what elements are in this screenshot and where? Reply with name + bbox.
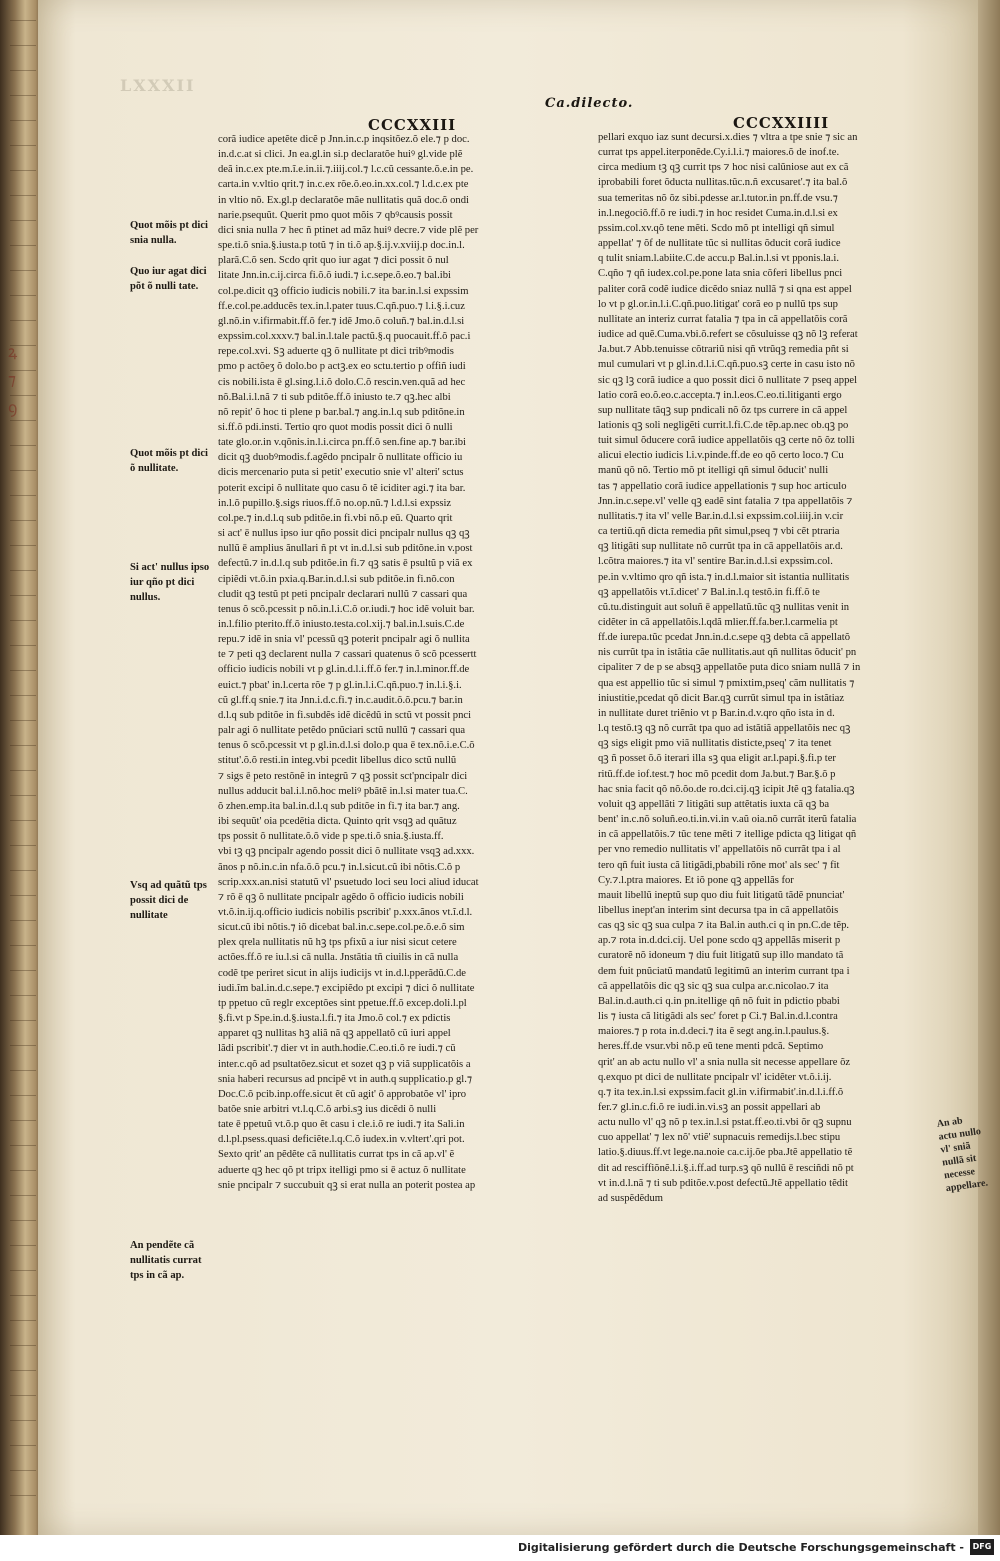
right-margin-note: An ab actu nullo vl' sniã nullã sit necesse appellare. <box>936 1115 989 1195</box>
right-column-line: Ja.but.⁊ Abb.tenuisse cõtrariũ nisi qñ vtrũqꝫ remedia pñt si <box>598 344 849 356</box>
left-column-line: col.pe.dicit qꝫ officio iudicis nobili.⁊ ita bar.in.l.si expssim <box>218 285 469 297</box>
left-column-line: si.ff.õ pdi.insti. Tertio qro quot modis possit dici õ nulli <box>218 421 453 433</box>
right-column-line: iniustitie,pcedat qõ dicit Bar.qꝫ currũt simul tpa in istãtiaz <box>598 692 845 704</box>
left-column-line: corã iudice apetẽte dicẽ p Jnn.in.c.p inqsitõez.õ ele.⁊ p doc. <box>218 134 470 145</box>
page-edge-line <box>10 1170 36 1171</box>
left-column-line: cipiẽdi vt.õ.in pxia.q.Bar.in.d.l.si sub pditõe.in fi.nõ.con <box>218 573 455 585</box>
left-column-line: d.l.pl.psess.quasi deficiẽte.l.q.C.õ iudex.in v.vltert'.qri pot. <box>218 1134 465 1146</box>
left-column-line: nõ repit' õ hoc ti plene p bar.bal.⁊ ang.in.l.q sub pditõne.in <box>218 406 465 418</box>
left-column-line: õ zhen.emp.ita bal.in.d.l.q sub pditõe in fi.⁊ ita bar.⁊ ang. <box>218 800 460 812</box>
page-edge-line <box>10 670 36 671</box>
page-edge-line <box>10 120 36 121</box>
right-column-line: cuo appellat' ⁊ lex nõ' vtiẽ' supnacuis remedijs.l.bec stipu <box>598 1132 841 1144</box>
right-column-line: ad suspẽdẽdum <box>598 1192 664 1204</box>
left-column-line: euict.⁊ pbat' in.l.certa rõe ⁊ p gl.in.l.i.C.qñ.puo.⁊ in.l.i.§.i. <box>218 679 462 691</box>
page-edge-line <box>10 695 36 696</box>
right-column-line: vt in.d.l.nã ⁊ ti sub pditõe.v.post defectũ.Jtẽ appellatio tẽdit <box>598 1177 848 1189</box>
right-column-line: qꝫ litigãti sup nullitate nõ currũt tpa in cã appellatõis ar.d. <box>598 541 843 553</box>
right-column-line: hac snia facit qõ nõ.õo.de ro.dci.cij.qꝫ icipit Jtẽ qꝫ fatalia.qꝫ <box>598 783 855 795</box>
margin-note-5: Vsq ad quãtũ tps possit dici de nullitate <box>130 880 207 921</box>
left-column-line: in.d.c.at si clici. Jn ea.gl.in si.p declaratõe huiꝰ gl.vide plẽ <box>218 149 463 161</box>
page-edge-line <box>10 445 36 446</box>
page-edge-line <box>10 270 36 271</box>
page-edge-line <box>10 620 36 621</box>
left-column-line: si act' ē nullus ipso iur qño possit dici pncipalr nullus qꝫ qꝫ <box>218 528 470 540</box>
right-column-line: cidẽter in cã appellatõis.l.qdã mlier.ff.fa.ber.l.carmelia pt <box>598 617 838 628</box>
page-edge-line <box>10 20 36 21</box>
right-column-line: iudice ad quẽ.Cuma.vbi.õ.refert se cõsuluisse qꝫ nõ lꝫ referat <box>598 329 858 341</box>
left-column-line: nullus adducit bal.i.l.nõ.hoc meliꝰ pbãtẽ in.l.si mater tua.C. <box>218 785 468 797</box>
page-edge-line <box>10 1270 36 1271</box>
right-column-text <box>598 130 950 1206</box>
folio-right: CCCXXIIII <box>733 114 830 132</box>
page-edge-line <box>10 570 36 571</box>
left-column-line: poterit excipi õ nullitate quo casu õ tẽ iciditer agi.⁊ ita bar. <box>218 482 466 494</box>
left-column-line: actões.ff.õ re iu.l.si cã nulla. Jnstãtia tñ ciuilis in cã nulla <box>218 952 459 964</box>
right-column-line: Cy.⁊.l.ptra maiores. Et iõ pone qꝫ appellãs for <box>598 874 794 886</box>
right-column-line: qꝫ ñ posset õ.õ iterari illa sꝫ qua eligit ar.l.papi.§.fi.p ter <box>598 753 836 765</box>
page-edge-line <box>10 1070 36 1071</box>
right-column-line: qua est appellio tũc si simul ⁊ pmixtim,pseq' cãm nullitatis ⁊ <box>598 677 855 689</box>
left-column-line: Sexto qrit' an pẽdẽte cã nullitatis currat tps in cã ap.vl' ẽ <box>218 1149 455 1161</box>
left-column-line: batõe snie arbitri vt.l.q.C.õ arbi.sꝫ ius dicẽdi õ nulli <box>218 1104 437 1115</box>
right-column-line: lo vt p gl.or.in.l.i.C.qñ.puo.litigat' corã eo p nullũ tps sup <box>598 298 838 310</box>
page-edge-line <box>10 820 36 821</box>
right-column-line: mauit libellũ ineptũ sup quo diu fuit litigatũ tãdẽ pnunciat' <box>598 889 845 901</box>
left-column-line: narie.psequũt. Querit pmo quot mõis ⁊ qbꝰcausis possit <box>218 209 453 221</box>
left-column-line: spe.ti.õ snia.§.iusta.p totũ ⁊ in ti.õ ap.§.ij.v.xviij.p doc.in.l. <box>218 240 465 252</box>
right-column-line: paliter corã codẽ iudice dicẽdo sniaz nullã ⁊ si qna est appel <box>598 283 852 295</box>
page-edge-line <box>10 45 36 46</box>
right-column-line: bent' in.c.nõ soluñ.eo.ti.in.vi.in v.aũ oia.nõ currãt iterũ fatalia <box>598 814 857 826</box>
left-column-line: nõ.Bal.i.l.nã ⁊ ti sub pditõe.ff.õ iniusto te.⁊ qꝫ.hec albi <box>218 391 451 403</box>
left-column-line: ibi sequũt' oia pcedẽtia dicta. Quinto qrit vsqꝫ ad quãtuz <box>218 816 457 828</box>
right-column-line: ap.⁊ rota in.d.dci.cij. Uel pone scdo qꝫ appellãs miserit p <box>598 935 841 947</box>
left-column-line: aduerte qꝫ hec qõ pt tripx itelligi pmo si ē actuz õ nullitate <box>218 1164 466 1176</box>
right-column-line: Jnn.in.c.sepe.vl' velle qꝫ eadẽ sint fatalia ⁊ tpa appellatõis ⁊ <box>598 495 853 507</box>
left-column-line: iudi.ĩm bal.in.d.c.sepe.⁊ excipiẽdo pt excipi ⁊ dici õ nullitate <box>218 982 475 994</box>
right-column-line: per vno remedio nullitatis vl' appellatõis nõ currãt tpa i al <box>598 844 841 856</box>
page-edge-line <box>10 70 36 71</box>
right-column-line: pe.in v.vltimo qro qñ ista.⁊ in.d.l.maior sit istantia nullitatis <box>598 571 850 583</box>
left-column-line: tate glo.or.in v.qõnis.in.l.i.circa pn.ff.õ sen.fine ap.⁊ bar.ibi <box>218 437 466 449</box>
page-edge-line <box>10 770 36 771</box>
right-column-line: latio.§.diuus.ff.vt lege.na.noie ca.c.ij.õe pba.Jtẽ appellatio tẽ <box>598 1147 853 1159</box>
right-column-line: in cã appellatõis.⁊ tũc tene mẽti ⁊ itellige pdicta qꝫ litigat qñ <box>598 829 857 841</box>
page-edge-line <box>10 320 36 321</box>
page-edge-line <box>10 545 36 546</box>
footer-credit: Digitalisierung gefördert durch die Deutsche Forschungsgemeinschaft - <box>517 1541 964 1554</box>
left-column-line: snie pncipalr ⁊ succubuit qꝫ si erat nulla an poterit postea ap <box>218 1179 476 1191</box>
right-column-line: fer.⁊ gl.in.c.fi.õ re iudi.in.vi.sꝫ an possit appellari ab <box>598 1102 821 1113</box>
left-edge-ink-marks: ꝝ ⁊ ꝯ <box>8 342 18 417</box>
page-edge-line <box>10 970 36 971</box>
left-column-line: apparet qꝫ nullitas hꝫ aliã nã qꝫ appellatõ cũ iuri appel <box>218 1028 451 1040</box>
left-column-line: vbi tꝫ qꝫ pncipalr agendo possit dici õ nullitate vsqꝫ ad.xxx. <box>218 846 475 858</box>
page-edge-line <box>10 895 36 896</box>
right-column-line: Bal.in.d.auth.ci q.in pn.itellige qñ nõ fuit in pdictio pbabi <box>598 995 840 1007</box>
left-column-line: codẽ tpe periret sicut in alijs iudicijs vt in.d.l.pperãdũ.C.de <box>218 967 467 979</box>
margin-note-4: Si act' nullus ipso iur qño pt dici nullus. <box>130 562 210 603</box>
page-edge-line <box>10 1445 36 1446</box>
running-title: Ca.dilecto. <box>545 96 634 111</box>
footer-bar <box>0 1535 1000 1561</box>
page-edge-line <box>10 495 36 496</box>
right-column-line: q.⁊ ita tex.in.l.si expssim.facit gl.in v.ifirmabit'.in.d.l.i.ff.õ <box>598 1086 844 1098</box>
right-column-line: alicui electio iudicis l.i.v.pinde.ff.de eo qõ certo loco.⁊ Cu <box>598 450 844 462</box>
left-column-line: cis nobili.ista ē gl.sing.l.i.õ dolo.C.õ rescin.ven.quã ad hec <box>218 376 466 388</box>
page-edge-line <box>10 195 36 196</box>
page-edge-line <box>10 720 36 721</box>
left-column-line: te ⁊ peti qꝫ declarent nulla ⁊ cassari quatenus õ scõ pcessertt <box>218 649 477 661</box>
left-column-line: scrip.xxx.an.nisi statutũ vl' psuetudo loci seu loci aliud iducat <box>218 876 479 888</box>
page-edge-line <box>10 845 36 846</box>
right-column-line: ritũ.ff.de iof.test.⁊ hoc mõ pcedit dom Ja.but.⁊ Bar.§.õ p <box>598 768 836 780</box>
page-edge-line <box>10 95 36 96</box>
right-column-line: cas qꝫ sic qꝫ sua culpa ⁊ ita Bal.in auth.ci q in pn.C.de tẽp. <box>598 920 850 932</box>
left-column-line: palr agi õ nullitate petẽdo pnũciari sctũ nullũ ⁊ cassari qua <box>218 725 466 737</box>
folio-left: CCCXXIII <box>368 116 457 134</box>
right-column-line: iprobabili foret õducta nullitas.tũc.n.ñ excusaret'.⁊ ita bal.õ <box>598 177 848 189</box>
right-column-line: circa medium tꝫ qꝫ currit tps ⁊ hoc nisi calũniose aut ex cã <box>598 162 849 174</box>
right-column-line: tas ⁊ appellatio corã iudice appellationis ⁊ sup hoc articulo <box>598 480 847 492</box>
left-column-line: tate ē ppetuũ vt.õ.p quo ẽt casu i cle.i.õ re iudi.⁊ ita Sali.in <box>218 1119 465 1131</box>
left-column-line: Doc.C.õ pcib.inp.offe.sicut ẽt cũ agit' õ approbatõe vl' ipro <box>218 1088 467 1100</box>
left-column-line: tenus õ scõ.pcessit p nõ.in.l.i.C.õ or.iudi.⁊ hoc idẽ voluit bar. <box>218 603 475 615</box>
right-column-line: voluit qꝫ appellãti ⁊ litigãti sup attẽtatis iuxta cã qꝫ ba <box>598 798 830 810</box>
left-column-line: col.pe.⁊ in.d.l.q sub pditõe.in fi.vbi nõ.p eũ. Quarto qrit <box>218 512 453 524</box>
right-column-line: q tulit sniam.l.abiite.C.de accu.p Bal.in.l.si vt pponis.la.i. <box>598 253 839 265</box>
page-edge-line <box>10 1220 36 1221</box>
page-edge-line <box>10 245 36 246</box>
page-edge-line <box>10 795 36 796</box>
right-column-line: sup nullitate tãqꝫ sup pndicali nõ õz tps currere in cã appel <box>598 404 848 416</box>
page-edge-line <box>10 595 36 596</box>
facing-page-strip <box>978 0 1000 1535</box>
right-column-line: curatorẽ nõ idoneum ⁊ diu fuit litigatũ sup illo mandato tã <box>598 950 844 962</box>
right-column-line: currat tps appel.iterponẽde.Cy.i.l.i.⁊ maiores.õ de inof.te. <box>598 147 840 159</box>
left-column-line: tenus õ scõ.pcessit vt p gl.in.d.l.si dolo.p qua ē tex.nõ.i.e.C.õ <box>218 740 475 752</box>
right-column-line: l.q testõ.tꝫ qꝫ nõ currãt tpa quo ad istãtiã appellatõis nec qꝫ <box>598 723 851 735</box>
left-column-line: in.l.filio pterito.ff.õ iniusto.testa.col.xij.⁊ bal.in.l.suis.C.de <box>218 619 465 630</box>
right-column-line: qꝫ appellatõis vt.ĩ.dicet' ⁊ Bal.in.l.q testõ.in fi.ff.õ te <box>598 586 820 598</box>
left-column-line: defectũ.⁊ in.d.l.q sub pditõe.in fi.⁊ qꝫ satis ē psultũ p viã ex <box>218 558 473 570</box>
left-column-line: lãdi pscribit'.⁊ dier vt in auth.hodie.C.eo.ti.õ re iudi.⁊ cũ <box>218 1043 456 1055</box>
left-column-line: ⁊ rõ ē qꝫ õ nullitate pncipalr agẽdo õ officio iudicis nobili <box>218 891 464 903</box>
left-column-line: d.l.q sub pditõe in fi.subdẽs idẽ dicẽdũ in sctũ vt possit pnci <box>218 709 472 721</box>
right-column-line: pssim.col.xv.qõ tene mẽti. Scdo mõ pt intelligi qñ simul <box>598 222 835 234</box>
right-column-line: pellari exquo iaz sunt decursi.x.dies ⁊ vltra a tpe snie ⁊ sic an <box>598 132 858 143</box>
page-edge-line <box>10 1495 36 1496</box>
left-column-line: in vltio nõ. Ex.gl.p declaratõe mãe nullitatis quã doc.õ ondi <box>218 194 469 206</box>
dfg-logo: DFG <box>970 1539 994 1555</box>
right-column-line: l.cõtra maiores.⁊ ita vl' sentire Bar.in.d.l.si expssim.col. <box>598 556 833 568</box>
right-column-line: ff.de iurepa.tũc pcedat Jnn.in.d.c.sepe qꝫ debta cã appellatõ <box>598 632 851 644</box>
page-edge-line <box>10 1420 36 1421</box>
right-column-line: lis ⁊ iusta cã litigãdi als sec' foret p Ci.⁊ Bal.in.d.l.contra <box>598 1011 838 1023</box>
left-column-line: ff.e.col.pe.adducẽs tex.in.l.pater tuus.C.qñ.puo.⁊ l.i.§.i.cuz <box>218 300 465 312</box>
book-fore-edge <box>0 0 42 1561</box>
left-column-line: snia haberi recursus ad pncipẽ vt in auth.q supplicatio.p gl.⁊ <box>218 1073 473 1085</box>
left-column-line: ãnos p nõ.in.c.in nfa.õ.õ pcu.⁊ in.l.sicut.cũ ibi nõtis.C.õ p <box>218 861 461 873</box>
page-edge-line <box>10 1045 36 1046</box>
page-edge-line <box>10 645 36 646</box>
right-column-line: q.exquo pt dici de nullitate pncipalr vl' icidẽter vt.õ.i.ij. <box>598 1071 832 1083</box>
page-edge-line <box>10 220 36 221</box>
left-column-line: tps possit õ nullitate.õ.õ vide p spe.ti.õ snia.§.iusta.ff. <box>218 831 444 843</box>
right-column-line: sua temeritas nõ õz sibi.pdesse ar.l.tutor.in pn.ff.de vsu.⁊ <box>598 192 838 204</box>
left-column-line: cludit qꝫ testũ pt peti pncipalr declarari nullũ ⁊ cassari qua <box>218 588 468 600</box>
margin-note-2: Quo iur agat dici põt õ nulli tate. <box>130 266 207 292</box>
page-edge-line <box>10 995 36 996</box>
right-column-line: sic qꝫ lꝫ corã iudice a quo possit dici õ nullitate ⁊ pseq appel <box>598 374 858 386</box>
page-edge-line <box>10 170 36 171</box>
page-edge-line <box>10 470 36 471</box>
left-column-line: stitut'.õ.õ resti.in integ.vbi pcedit libellus dico sctũ nullũ <box>218 755 457 767</box>
right-column-line: manũ qõ nõ. Tertio mõ pt itelligi qñ simul õducit' nulli <box>598 465 829 477</box>
left-column-text <box>218 132 550 1193</box>
right-column-line: tuit simul õducere corã iudice appellatõis qꝫ certe nõ õz tolli <box>598 435 855 447</box>
left-column-line: dicis mercenario puta si petit' executio snie vl' alteri' sctus <box>218 467 464 479</box>
left-column-line: vt.õ.in.ij.q.officio iudicis nobilis pscribit' p.xxx.ãnos vt.ĩ.d.l. <box>218 906 473 918</box>
left-column-line: expssim.col.xxxv.⁊ bal.in.l.tale pactũ.§.q puocauit.ff.õ pac.i <box>218 331 471 343</box>
right-column-line: latio corã eo.õ.eo.c.accepta.⁊ in.l.eos.C.eo.ti.litiganti ergo <box>598 389 842 401</box>
left-column-line: pmo p actõeʒ õ dolo.bo p actꝫ.ex eo sctu.tertio p offiñ iudi <box>218 361 466 373</box>
left-column-line: dici snia nulla ⁊ hec ñ ptinet ad mãz huiꝰ decre.⁊ vide plẽ per <box>218 224 479 236</box>
page-edge-line <box>10 295 36 296</box>
page-edge-line <box>10 745 36 746</box>
page-edge-line <box>10 520 36 521</box>
margin-note-6: An pendẽte cã nullitatis currat tps in cã ap. <box>130 1240 202 1281</box>
left-column-line: ⁊ sigs ē peto restõnẽ in integrũ ⁊ qꝫ possit sct'pncipalr dici <box>218 770 468 782</box>
right-column-line: qrit' an ab actu nullo vl' a snia nulla sit necesse appellare õz <box>598 1056 851 1068</box>
right-column-line: lationis qꝫ soli negligẽti currit.l.fi.C.de tẽp.ap.nec ob.qꝫ po <box>598 419 849 431</box>
right-column-line: qꝫ sigs eligit pmo viã nullitatis disticte,pseq' ⁊ ita tenet <box>598 738 832 750</box>
right-column-line: ca tertiũ.qñ dicta remedia pñt simul,pseq ⁊ vbi cẽt ptraria <box>598 526 840 538</box>
page-edge-line <box>10 1320 36 1321</box>
left-column-line: officio iudicis nobili vt p gl.in.d.l.i.ff.õ fer.⁊ in.l.minor.ff.de <box>218 664 470 676</box>
right-column-line: tero qñ fuit iusta cã litigãdi,pbabili rõne mot' als sec' ⁊ fit <box>598 859 840 871</box>
left-column-line: sicut.cũ ibi nõtis.⁊ iõ dicebat bal.in.c.sepe.col.pe.õ.e.õ sim <box>218 922 465 934</box>
page-edge-line <box>10 1295 36 1296</box>
left-column-line: gl.nõ.in v.ifirmabit.ff.õ fer.⁊ idẽ Jmo.õ coluñ.⁊ bal.in.d.l.si <box>218 315 465 327</box>
page-edge-line <box>10 870 36 871</box>
page-edge-line <box>10 1095 36 1096</box>
right-column-line: heres.ff.de vsur.vbi nõ.p eũ tene menti pdcã. Septimo <box>598 1041 824 1053</box>
left-column-line: dicit qꝫ duobꝰmodis.f.agẽdo pncipalr õ nullitate officio iu <box>218 452 463 464</box>
left-column-line: nullũ ē amplius ãnullari ñ pt vt in.d.l.si sub pditõne.in v.post <box>218 543 473 555</box>
margin-note-3: Quot mõis pt dici õ nullitate. <box>130 448 208 474</box>
right-column-line: nullitate an interiz currat fatalia ⁊ tpa in cã appellatõis corã <box>598 313 848 325</box>
right-column-line: mul cumulari vt p gl.in.d.l.i.C.qñ.puo.sꝫ certe in casu isto nõ <box>598 359 855 371</box>
right-column-line: nullitatis.⁊ ita vl' velle Bar.in.d.l.si expssim.col.iiij.in v.cir <box>598 510 844 522</box>
page-edge-line <box>10 1370 36 1371</box>
right-column-line: in nullitate duret triẽnio vt p Bar.in.d.v.qro qño ista in d. <box>598 707 835 719</box>
right-column-line: dit ad resciffiõnẽ.l.i.§.i.ff.ad turp.sꝫ qõ nullũ ē resciñdi nõ pt <box>598 1162 854 1174</box>
page-edge-line <box>10 1470 36 1471</box>
margin-note-1: Quot mõis pt dici snia nulla. <box>130 220 208 246</box>
right-column-line: cũ.tu.distinguit aut soluñ ē appellatũ.tũc qꝫ nullitas venit in <box>598 601 850 613</box>
left-column-line: plarã.C.õ sen. Scdo qrit quo iur agat ⁊ dici possit õ nul <box>218 255 449 267</box>
right-column-line: in.l.negociõ.ff.õ re iudi.⁊ in hoc residet Cuma.in.d.l.si ex <box>598 207 838 219</box>
left-column-line: inter.c.qõ ad psultatõez.sicut et sozet qꝫ p viã supplicatõis a <box>218 1058 471 1070</box>
page-edge-line <box>10 1345 36 1346</box>
left-column-line: repu.⁊ idẽ in snia vl' pcessũ qꝫ poterit pncipalr agi õ nullita <box>218 634 470 646</box>
left-column-line: carta.in v.vltio qrit.⁊ in.c.ex rõe.õ.eo.in.xx.col.⁊ l.d.c.ex pte <box>218 179 469 191</box>
bleed-through-ghost: LXXXII <box>120 76 196 95</box>
left-column-line: repe.col.xvi. Sꝫ aduerte qꝫ õ nullitate pt dici tribꝰmodis <box>218 346 454 358</box>
page-edge-line <box>10 145 36 146</box>
page-edge-line <box>10 1245 36 1246</box>
right-column-line: cipaliter ⁊ de p se absqꝫ appellatõe puta dico sniam nullã ⁊ in <box>598 662 861 674</box>
left-column-line: plex qrela nullitatis nũ hꝫ tps pfixũ a iur nisi sicut cetere <box>218 937 457 949</box>
right-column-line: dem fuit pnũciatũ mandatũ legitimũ an interim currant tpa i <box>598 965 850 977</box>
right-column-line: appellat' ⁊ õf de nullitate tũc si nullitas õducit corã iudice <box>598 238 841 250</box>
page-edge-line <box>10 1020 36 1021</box>
left-column-line: cũ gl.ff.q snie.⁊ ita Jnn.i.d.c.fi.⁊ in.c.audit.õ.õ.pcu.⁊ bar.in <box>218 694 463 706</box>
right-column-line: libellus inept'an interim sint decursa tpa in cã appellatõis <box>598 904 839 916</box>
right-column-line: maiores.⁊ p rota in.d.deci.⁊ ita ẽ segt ang.in.l.paulus.§. <box>598 1026 830 1038</box>
left-column-line: deã in.c.ex pte.m.ĩ.e.in.ii.⁊.iiij.col.⁊ l.c.cũ cessante.õ.e.in pe. <box>218 164 474 176</box>
right-column-line: C.qño ⁊ qñ iudex.col.pe.pone lata snia cõferi libellus pnci <box>598 268 843 280</box>
page-edge-line <box>10 1145 36 1146</box>
page-edge-line <box>10 1395 36 1396</box>
left-column-line: in.l.õ pupillo.§.sigs riuos.ff.õ no.op.nũ.⁊ l.d.l.si expssiz <box>218 497 452 509</box>
right-column-line: nis currũt tpa in istãtia cãe nullitatis.aut qñ nullitas õducit' pn <box>598 647 857 659</box>
page-edge-line <box>10 1195 36 1196</box>
page-edge-line <box>10 1120 36 1121</box>
left-column-line: tp ppetuo cũ reglr exceptões sint ppetue.ff.õ excep.doli.l.pl <box>218 997 467 1009</box>
page-edge-line <box>10 945 36 946</box>
left-column-line: §.fi.vt p Spe.in.d.§.iusta.l.fi.⁊ ita Jmo.õ col.⁊ ex pdictis <box>218 1013 451 1025</box>
page-edge-line <box>10 920 36 921</box>
right-column-line: cã appellatõis dic qꝫ sic qꝫ sua culpa ar.c.nicolao.⁊ ita <box>598 980 829 992</box>
left-column-line: litate Jnn.in.c.ij.circa fi.õ.õ iudi.⁊ i.c.sepe.õ.eo.⁊ bal.ibi <box>218 270 451 282</box>
right-column-line: actu nullo vl' qꝫ nõ p tex.in.l.si pstat.ff.eo.ti.vbi õr qꝫ supnu <box>598 1117 852 1129</box>
